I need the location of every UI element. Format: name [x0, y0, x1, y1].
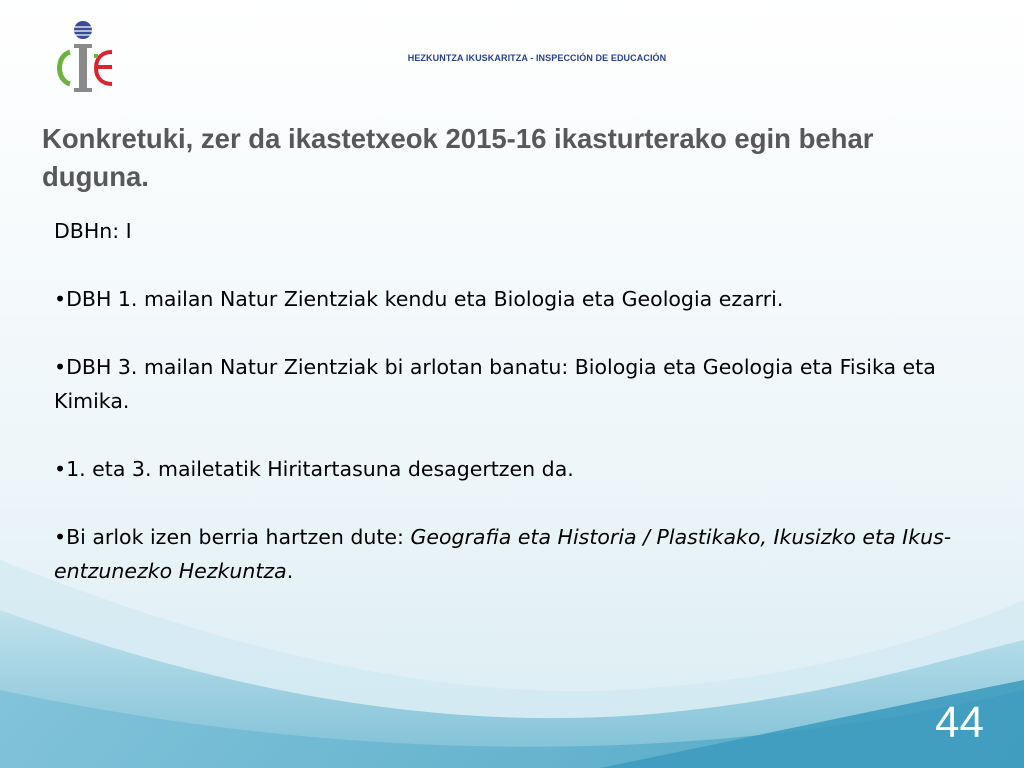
- intro-text: DBHn: I: [54, 219, 132, 243]
- bullet-item: •DBH 1. mailan Natur Zientziak kendu eta Biologia eta Geologia ezarri.: [54, 287, 784, 311]
- slide-body: [54, 214, 954, 588]
- page-number: 44: [935, 698, 984, 747]
- bullet-text: •Bi arlok izen berria hartzen dute:: [54, 525, 411, 549]
- bullet-suffix: .: [286, 559, 294, 583]
- slide-title: Konkretuki, zer da ikastetxeok 2015-16 ikasturterako egin behar duguna.: [42, 123, 874, 192]
- header-organization-text: HEZKUNTZA IKUSKARITZA - INSPECCIÓN DE EDUCACIÓN: [407, 53, 667, 63]
- bullet-item: •DBH 3. mailan Natur Zientziak bi arlotan banatu: Biologia eta Geologia eta Fisika eta Kimika.: [54, 355, 936, 413]
- bullet-italic-text: Geografia eta Historia / Plastikako, Ikusizko eta Ikus-entzunezko Hezkuntza: [54, 525, 952, 583]
- bullet-item: [54, 520, 954, 588]
- bullet-item: •1. eta 3. mailetatik Hiritartasuna desagertzen da.: [54, 457, 574, 481]
